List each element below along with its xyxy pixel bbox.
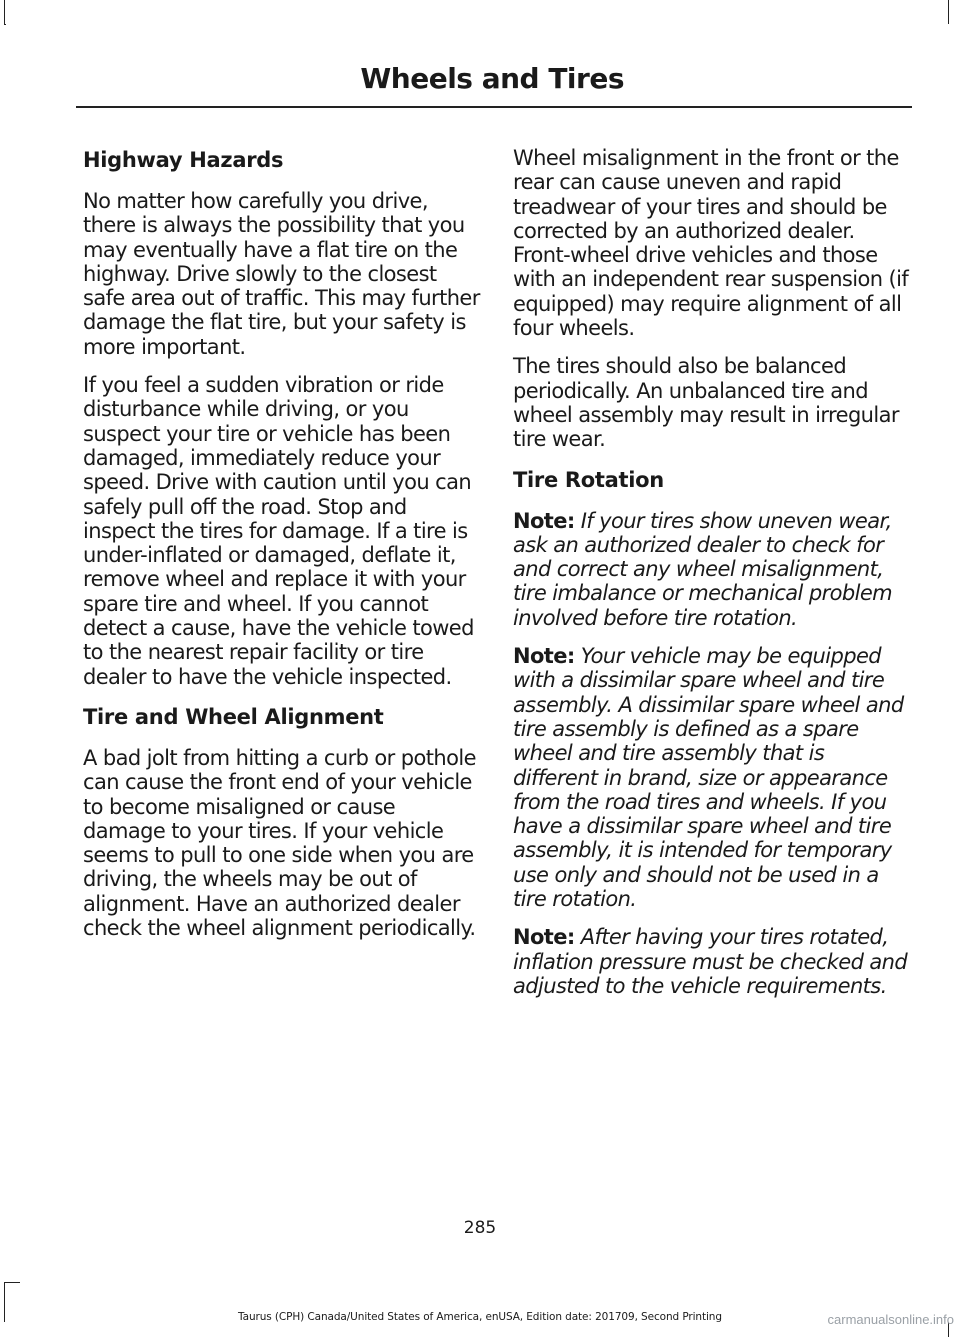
left-column <box>83 146 483 954</box>
note-label: Note: <box>513 508 575 533</box>
highway-paragraph-1: No matter how carefully you drive, there is always the possibility that you may eventually have a flat tire on the highway. Drive slowly to the closest safe area out of traffic. This may further damage the flat tire, but your safety is more important. <box>83 189 480 359</box>
note-1-text: If your tires show uneven wear, ask an authorized dealer to check for and correct any wheel misalignment, tire imbalance or mechanical problem involved before tire rotation. <box>513 508 893 630</box>
page-number: 285 <box>463 1218 497 1238</box>
right-column <box>513 146 913 1012</box>
note-2-text: Your vehicle may be equipped with a dissimilar spare wheel and tire assembly. A dissimilar spare wheel and tire assembly is defined as a spare wheel and tire assembly that is different in brand, size or appearance from the road tires and wheels. If you have a dissimilar spare wheel and tire assembly, it is intended for temporary use only and should not be used in a tire rotation. <box>513 644 904 912</box>
header-rule <box>76 106 912 108</box>
section-title: Wheels and Tires <box>360 62 624 95</box>
note-1 <box>513 509 913 630</box>
note-label: Note: <box>513 925 575 950</box>
note-3-text: After having your tires rotated, inflation pressure must be checked and adjusted to the vehicle requirements. <box>513 925 908 998</box>
note-label: Note: <box>513 644 575 669</box>
tire-rotation-heading: Tire Rotation <box>513 467 664 492</box>
alignment-paragraph-3: The tires should also be balanced periodically. An unbalanced tire and wheel assembly may result in irregular tire wear. <box>513 354 899 452</box>
crop-mark <box>4 24 6 25</box>
note-2 <box>513 644 913 911</box>
edition-footer: Taurus (CPH) Canada/United States of America, enUSA, Edition date: 201709, Second Printing <box>238 1311 722 1323</box>
crop-mark <box>948 0 949 24</box>
watermark-link[interactable]: carmanualsonline.info <box>827 1312 954 1327</box>
crop-mark <box>4 1282 20 1283</box>
alignment-heading: Tire and Wheel Alignment <box>83 704 384 729</box>
crop-mark <box>4 0 5 24</box>
highway-hazards-heading: Highway Hazards <box>83 148 284 172</box>
note-3 <box>513 925 913 998</box>
alignment-paragraph-2: Wheel misalignment in the front or the rear can cause uneven and rapid treadwear of your tires and should be corrected by an authorized dealer. Front-wheel drive vehicles and those with an independent rear suspension (if equipped) may require alignment of all four wheels. <box>513 146 909 341</box>
alignment-paragraph-1: A bad jolt from hitting a curb or pothole can cause the front end of your vehicle to become misaligned or cause damage to your tires. If your vehicle seems to pull to one side when you are driving, the wheels may be out of alignment. Have an authorized dealer check the wheel alignment periodically. <box>83 745 476 941</box>
highway-paragraph-2: If you feel a sudden vibration or ride disturbance while driving, or you suspect your tire or vehicle has been damaged, immediately reduce your speed. Drive with caution until you can safely pull off the road. Stop and inspect the tires for damage. If a tire is under-inflated or damaged, deflate it, remove wheel and replace it with your spare tire and wheel. If you cannot detect a cause, have the vehicle towed to the nearest repair facility or tire dealer to have the vehicle inspected. <box>83 373 474 689</box>
